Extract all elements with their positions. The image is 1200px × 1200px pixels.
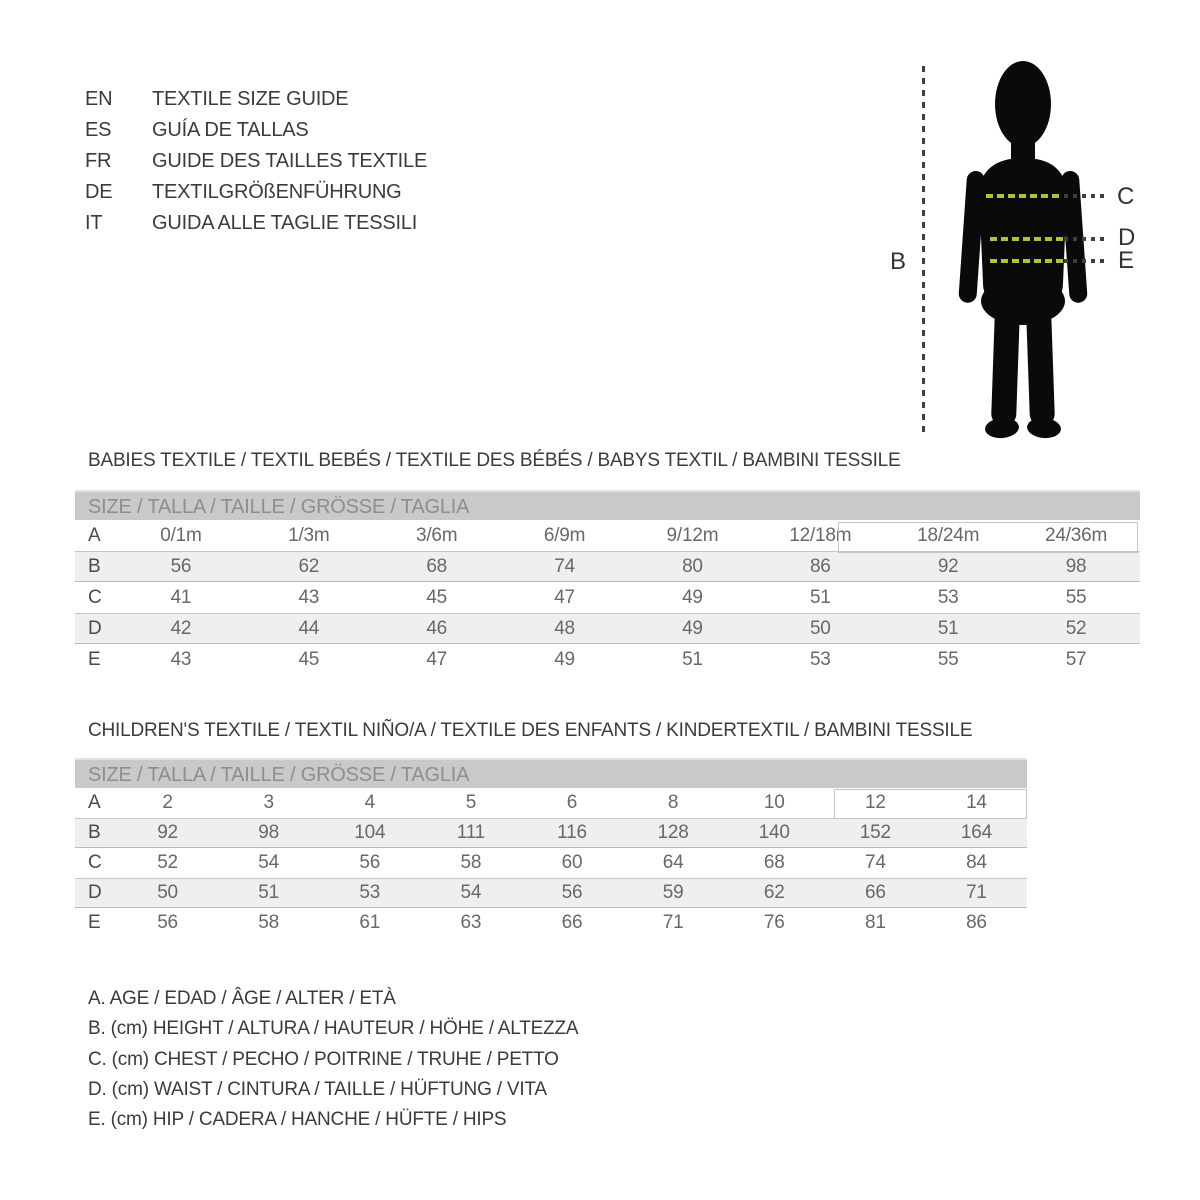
- row-label: E: [88, 912, 101, 933]
- language-code: DE: [85, 180, 113, 203]
- size-cell: 56: [170, 556, 192, 577]
- size-cell: 53: [809, 649, 831, 670]
- size-cell: 51: [809, 587, 831, 608]
- size-cell: 59: [662, 882, 684, 903]
- row-label: A: [88, 525, 101, 546]
- legend-line: D. (cm) WAIST / CINTURA / TAILLE / HÜFTUNG / VITA: [88, 1079, 547, 1100]
- size-cell: 68: [763, 852, 785, 873]
- size-cell: 152: [859, 822, 891, 843]
- row-label: E: [88, 649, 101, 670]
- size-cell: 62: [298, 556, 320, 577]
- size-cell: 71: [966, 882, 987, 903]
- size-cell: 52: [1065, 618, 1087, 639]
- waist-measure-line: [990, 237, 1064, 241]
- size-cell: 86: [809, 556, 831, 577]
- size-cell: 86: [966, 912, 987, 933]
- size-cell: 66: [561, 912, 583, 933]
- size-cell: 49: [682, 618, 703, 639]
- row-label: D: [88, 618, 102, 639]
- children-section-heading: CHILDREN'S TEXTILE / TEXTIL NIÑO/A / TEXTILE DES ENFANTS / KINDERTEXTIL / BAMBINI TESSILE: [88, 720, 973, 741]
- size-cell: 52: [157, 852, 178, 873]
- legend-line: E. (cm) HIP / CADERA / HANCHE / HÜFTE / HIPS: [88, 1109, 507, 1130]
- language-code: FR: [85, 149, 112, 172]
- size-cell: 58: [258, 912, 280, 933]
- size-cell: 71: [662, 912, 684, 933]
- size-cell: 49: [682, 587, 703, 608]
- size-cell: 56: [561, 882, 583, 903]
- babies-selected-size-box: [838, 522, 1138, 553]
- size-table-row: [75, 644, 1140, 675]
- legend-line: B. (cm) HEIGHT / ALTURA / HAUTEUR / HÖHE / ALTEZZA: [88, 1018, 579, 1039]
- size-cell: 5: [465, 792, 477, 813]
- size-cell: 49: [554, 649, 575, 670]
- size-cell: 53: [937, 587, 959, 608]
- size-cell: 56: [359, 852, 381, 873]
- size-cell: 12/18m: [789, 525, 852, 546]
- size-table-row: [75, 908, 1027, 938]
- size-cell: 8: [667, 792, 679, 813]
- size-cell: 44: [298, 618, 320, 639]
- size-cell: 24/36m: [1044, 525, 1108, 546]
- row-label: B: [88, 822, 101, 843]
- size-cell: 6/9m: [543, 525, 586, 546]
- size-cell: 1/3m: [288, 525, 330, 546]
- measure-label-height: B: [890, 248, 906, 275]
- size-cell: 128: [657, 822, 689, 843]
- size-cell: 14: [966, 792, 987, 813]
- language-title-row: [85, 84, 348, 115]
- size-cell: 43: [298, 587, 320, 608]
- guide-title: TEXTILE SIZE GUIDE: [152, 88, 349, 110]
- guide-title: GUÍA DE TALLAS: [152, 118, 309, 141]
- size-cell: 9/12m: [666, 525, 719, 546]
- size-cell: 3/6m: [415, 525, 458, 546]
- size-cell: 60: [561, 852, 583, 873]
- size-cell: 42: [170, 618, 192, 639]
- size-cell: 98: [1065, 556, 1087, 577]
- measure-label-waist: D: [1118, 224, 1136, 251]
- size-cell: 111: [456, 822, 486, 843]
- size-cell: 92: [157, 822, 178, 843]
- size-cell: 57: [1065, 649, 1087, 670]
- legend-line: C. (cm) CHEST / PECHO / POITRINE / TRUHE / PETTO: [88, 1049, 559, 1070]
- language-code: EN: [85, 88, 113, 110]
- size-cell: 164: [960, 822, 992, 843]
- measure-label-hip: E: [1118, 247, 1134, 274]
- size-cell: 80: [682, 556, 703, 577]
- language-title-row: [85, 115, 309, 146]
- guide-title: GUIDE DES TAILLES TEXTILE: [152, 149, 428, 172]
- row-label: D: [88, 882, 102, 903]
- size-cell: 84: [966, 852, 987, 873]
- size-cell: 47: [554, 587, 575, 608]
- size-cell: 50: [157, 882, 178, 903]
- size-table-row: [75, 818, 1027, 848]
- measure-label-chest: C: [1117, 183, 1135, 210]
- size-cell: 3: [263, 792, 274, 813]
- children-selected-size-box: [834, 789, 1027, 819]
- language-code: IT: [85, 211, 103, 234]
- size-cell: 54: [460, 882, 482, 903]
- size-cell: 68: [426, 556, 448, 577]
- row-label: C: [88, 852, 102, 873]
- size-cell: 0/1m: [160, 525, 202, 546]
- language-title-row: [85, 177, 402, 208]
- size-cell: 104: [354, 822, 386, 843]
- size-cell: 74: [554, 556, 575, 577]
- size-cell: 50: [809, 618, 831, 639]
- size-cell: 51: [937, 618, 959, 639]
- size-cell: 64: [662, 852, 684, 873]
- size-cell: 10: [763, 792, 785, 813]
- size-cell: 92: [937, 556, 959, 577]
- hip-measure-line: [990, 259, 1066, 263]
- children-size-table-header: SIZE / TALLA / TAILLE / GRÖSSE / TAGLIA: [75, 758, 1027, 788]
- size-cell: 55: [1065, 587, 1087, 608]
- row-label: A: [88, 792, 101, 813]
- size-table-row: [75, 878, 1027, 908]
- chest-measure-line: [986, 194, 1062, 198]
- language-code: ES: [85, 118, 112, 141]
- size-cell: 54: [258, 852, 280, 873]
- language-title-row: [85, 146, 427, 177]
- size-cell: 48: [554, 618, 575, 639]
- legend-line: A. AGE / EDAD / ÂGE / ALTER / ETÀ: [88, 988, 396, 1009]
- size-table-row: [75, 613, 1140, 644]
- babies-section-heading: BABIES TEXTILE / TEXTIL BEBÉS / TEXTILE DES BÉBÉS / BABYS TEXTIL / BAMBINI TESSILE: [88, 450, 901, 471]
- size-cell: 53: [359, 882, 381, 903]
- size-cell: 46: [426, 618, 448, 639]
- babies-size-table-header: SIZE / TALLA / TAILLE / GRÖSSE / TAGLIA: [75, 490, 1140, 520]
- size-cell: 63: [460, 912, 482, 933]
- size-cell: 66: [864, 882, 886, 903]
- size-cell: 47: [426, 649, 448, 670]
- size-cell: 2: [162, 792, 173, 813]
- size-cell: 116: [557, 822, 587, 843]
- language-title-row: [85, 208, 417, 239]
- size-table-row: [75, 582, 1140, 613]
- size-cell: 140: [758, 822, 790, 843]
- row-label: B: [88, 556, 101, 577]
- row-label: C: [88, 587, 102, 608]
- guide-title: GUIDA ALLE TAGLIE TESSILI: [152, 211, 418, 234]
- children-size-table: [75, 758, 1027, 938]
- waist-pointer-line: [1064, 237, 1108, 241]
- babies-size-table: [75, 490, 1140, 675]
- size-cell: 51: [258, 882, 280, 903]
- size-cell: 55: [937, 649, 959, 670]
- size-cell: 41: [170, 587, 192, 608]
- child-silhouette: [953, 58, 1093, 440]
- size-cell: 18/24m: [917, 525, 980, 546]
- size-cell: 45: [426, 587, 448, 608]
- size-cell: 12: [864, 792, 886, 813]
- size-table-row: [75, 551, 1140, 582]
- size-cell: 58: [460, 852, 482, 873]
- size-cell: 43: [170, 649, 192, 670]
- size-cell: 74: [864, 852, 886, 873]
- size-cell: 51: [682, 649, 703, 670]
- size-cell: 62: [763, 882, 785, 903]
- size-cell: 98: [258, 822, 280, 843]
- size-cell: 6: [566, 792, 578, 813]
- size-cell: 45: [298, 649, 320, 670]
- size-cell: 81: [864, 912, 886, 933]
- chest-pointer-line: [1064, 194, 1108, 198]
- height-measure-line: [922, 66, 925, 434]
- size-cell: 61: [359, 912, 381, 933]
- hip-pointer-line: [1064, 259, 1108, 263]
- size-cell: 56: [157, 912, 178, 933]
- size-cell: 4: [364, 792, 375, 813]
- size-cell: 76: [763, 912, 785, 933]
- size-table-row: [75, 848, 1027, 878]
- guide-title: TEXTILGRÖßENFÜHRUNG: [152, 180, 402, 203]
